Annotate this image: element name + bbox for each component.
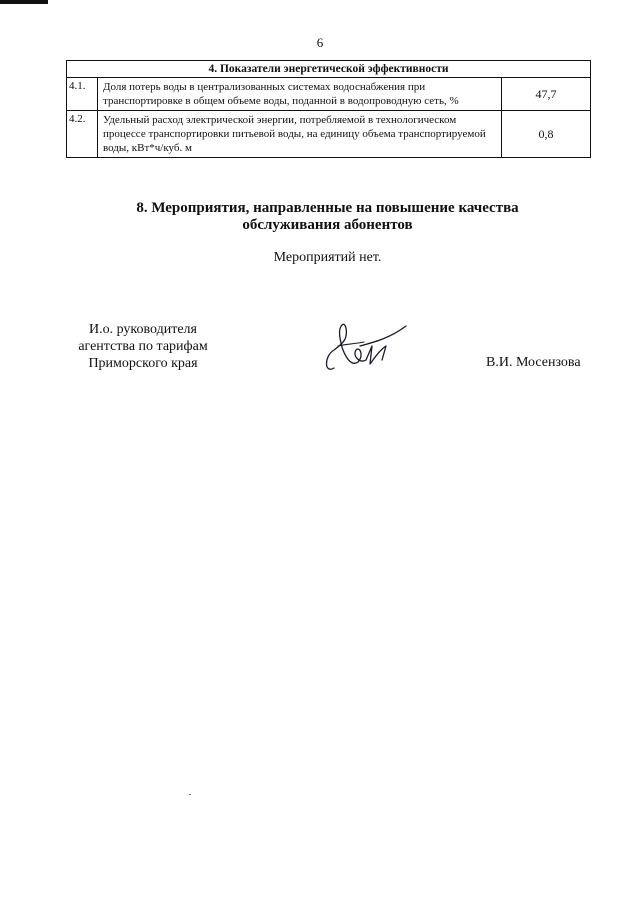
signer-position-line1: И.о. руководителя xyxy=(88,322,197,337)
section-8-title-line1: 8. Мероприятия, направленные на повышение качества xyxy=(136,200,519,216)
section-8-title xyxy=(0,200,640,234)
row-value: 47,7 xyxy=(502,78,591,111)
signer-position-line2: агентства по тарифам xyxy=(78,339,208,354)
handwritten-signature xyxy=(320,316,420,376)
row-number: 4.2. xyxy=(67,111,98,158)
section-8-title-line2: обслуживания абонентов xyxy=(242,217,413,233)
row-description: Удельный расход электрической энергии, потребляемой в технологическом процессе транспортировки питьевой воды, на единицу объема транспортируемой воды, кВт*ч/куб. м xyxy=(98,111,502,158)
section-8-body: Мероприятий нет. xyxy=(273,250,382,265)
row-number: 4.1. xyxy=(67,78,98,111)
energy-efficiency-table xyxy=(66,60,591,158)
signer-name: В.И. Мосензова xyxy=(486,355,581,370)
page-number: 6 xyxy=(316,35,324,50)
signer-position xyxy=(48,321,238,372)
signer-position-line3: Приморского края xyxy=(88,356,198,371)
table-section-heading: 4. Показатели энергетической эффективности xyxy=(67,61,591,78)
row-value: 0,8 xyxy=(502,111,591,158)
row-description: Доля потерь воды в централизованных системах водоснабжения при транспортировке в общем объеме воды, поданной в водопроводную сеть, % xyxy=(98,78,502,111)
table-section-row xyxy=(67,61,591,78)
corner-scan-mark xyxy=(0,0,48,4)
table-row xyxy=(67,111,591,158)
table-row xyxy=(67,78,591,111)
scan-speck xyxy=(189,794,191,795)
